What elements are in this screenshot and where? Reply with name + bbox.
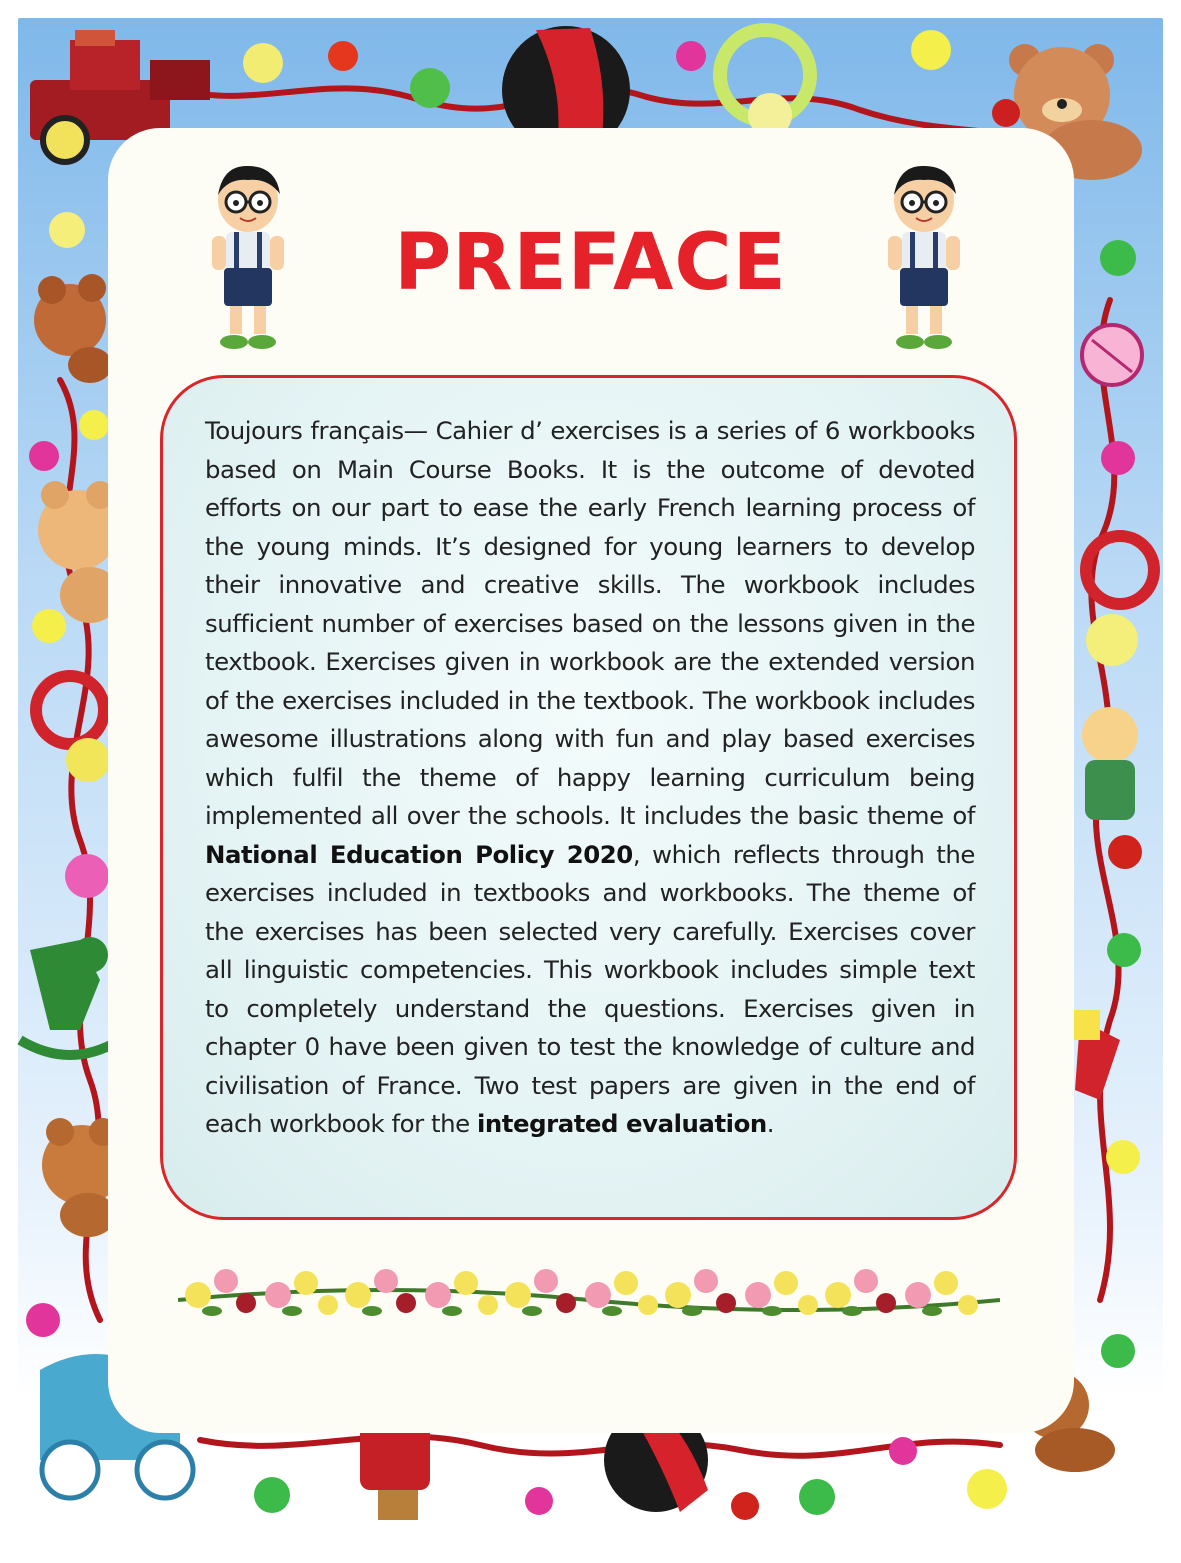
doll-icon (360, 1420, 430, 1520)
preface-bold-policy: National Education Policy 2020 (205, 839, 633, 869)
preface-text-part-1: Toujours français— Cahier d’ exercises is a series of 6 workbooks based on Main Course Books. It is the outcome of devoted efforts on our part to ease the early French learning process of the young minds. It’s designed for young learners to develop their innovative and creative skills. The workbook includes sufficient number of exercises based on the lessons given in the textbook. Exercises given in workbook are the extended version of the exercises included in the textbook. The workbook includes awesome illustrations along with fun and play based exercises which fulfil the theme of happy learning curriculum being implemented all over the schools. It includes the basic theme of (205, 416, 975, 830)
flower-garland-icon (178, 1240, 1000, 1350)
rocking-horse-icon (20, 937, 120, 1055)
page-title: PREFACE (394, 218, 787, 308)
boy-with-glasses-icon (874, 160, 974, 355)
teddy-bear-icon (34, 274, 112, 383)
preface-text-part-3: . (766, 1109, 775, 1138)
toy-block-icon (1070, 1010, 1120, 1100)
pacifier-icon (720, 30, 810, 137)
pacifier-icon (36, 676, 110, 782)
preface-text-part-2: , which reflects through the exercises included in textbooks and workbooks. The theme of the exercises has been selected very carefully. Exercises cover all linguistic competencies. This workbook includes simple text to completely understand the questions. Exercises given in chapter 0 have been given to test the knowledge of culture and civilisation of France. Two test papers are given in the end of each workbook for the (205, 839, 975, 1138)
boy-with-glasses-icon (198, 160, 298, 355)
doll-icon (1082, 707, 1138, 820)
preface-bold-evaluation: integrated evaluation (476, 1109, 767, 1138)
preface-paragraph (205, 412, 975, 1144)
rattle-icon (1082, 325, 1142, 385)
